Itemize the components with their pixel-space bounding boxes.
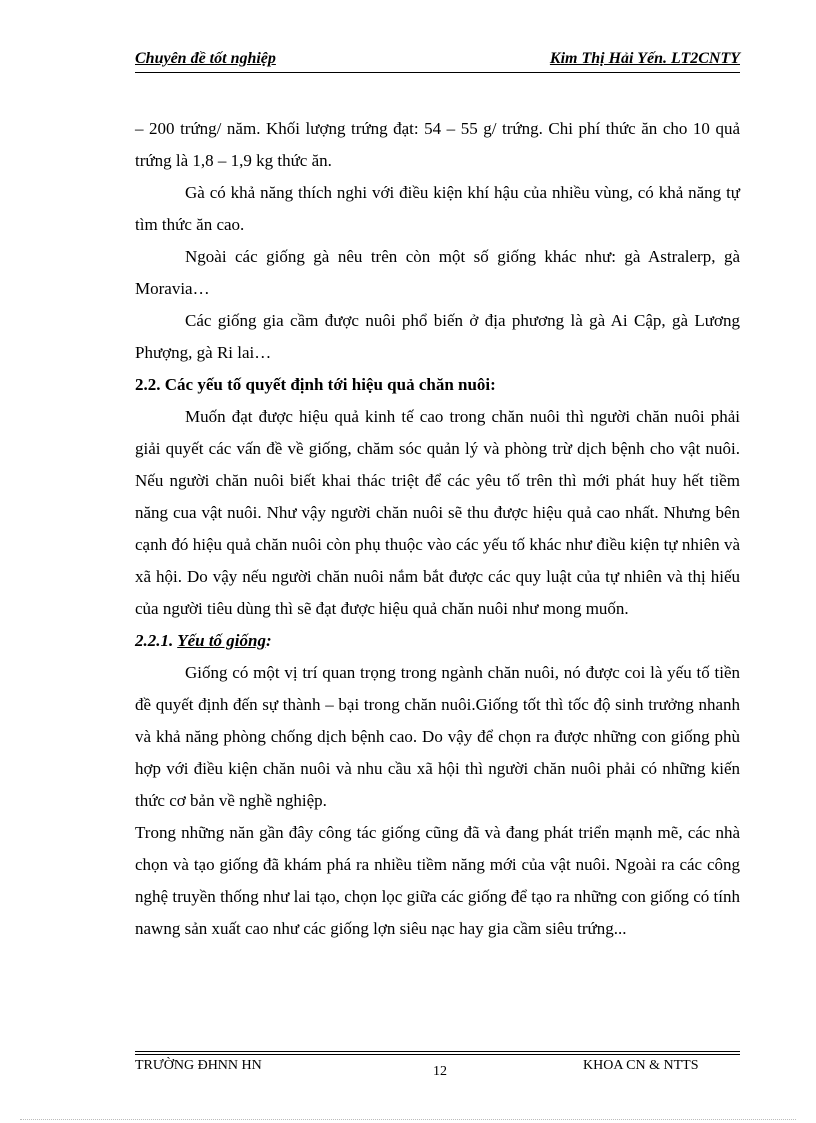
page-number: 12 bbox=[433, 1064, 447, 1079]
paragraph-breed-importance: Giống có một vị trí quan trọng trong ngành chăn nuôi, nó được coi là yếu tố tiền đề quyết định đến sự thành – bại trong chăn nuôi.Giống tốt thì tốc độ sinh trưởng nhanh và khả năng phòng chống dịch bệnh cao. Do vậy để chọn ra được những con giống phù hợp với điều kiện chăn nuôi và nhu cầu xã hội thì người chăn nuôi phải có những kiến thức cơ bản về nghề nghiệp. bbox=[135, 663, 740, 810]
page-edge-dotted-line bbox=[20, 1119, 796, 1120]
paragraph-efficiency-factors: Muốn đạt được hiệu quả kinh tế cao trong chăn nuôi thì người chăn nuôi phải giải quyết các vấn đề về giống, chăm sóc quản lý và phòng trừ dịch bệnh cho vật nuôi. Nếu người chăn nuôi biết khai thác triệt để các yêu tố trên thì mới phát huy hết tiềm năng cua vật nuôi. Như vậy người chăn nuôi sẽ thu được hiệu quả cao nhất. Nhưng bên cạnh đó hiệu quả chăn nuôi còn phụ thuộc vào các yếu tố khác như điều kiện tự nhiên và xã hội. Do vậy nếu người chăn nuôi nắm bắt được các quy luật của tự nhiên và thị hiếu của người tiêu dùng thì sẽ đạt được hiệu quả chăn nuôi như mong muốn. bbox=[135, 407, 740, 618]
header-document-type: Chuyên đề tốt nghiệp bbox=[135, 50, 276, 67]
header-author: Kim Thị Hải Yến. LT2CNTY bbox=[549, 50, 740, 67]
heading-title: Yếu tố giống bbox=[177, 631, 266, 650]
section-heading-2-2: 2.2. Các yếu tố quyết định tới hiệu quả chăn nuôi: bbox=[135, 375, 496, 394]
footer-divider-bottom bbox=[135, 1054, 740, 1055]
header-divider bbox=[135, 72, 740, 73]
footer-university: TRƯỜNG ĐHNN HN bbox=[135, 1058, 262, 1073]
page-header bbox=[135, 50, 740, 72]
footer-faculty: KHOA CN & NTTS bbox=[583, 1058, 699, 1073]
paragraph-egg-production: – 200 trứng/ năm. Khối lượng trứng đạt: 54 – 55 g/ trứng. Chi phí thức ăn cho 10 quả trứng là 1,8 – 1,9 kg thức ăn. bbox=[135, 119, 740, 170]
paragraph-other-breeds: Ngoài các giống gà nêu trên còn một số giống khác như: gà Astralerp, gà Moravia… bbox=[135, 247, 740, 298]
paragraph-breeding-development: Trong những năn gần đây công tác giống cũng đã và đang phát triển mạnh mẽ, các nhà chọn và tạo giống đã khám phá ra nhiều tiềm năng mới của vật nuôi. Ngoài ra các công nghệ truyền thống như lai tạo, chọn lọc giữa các giống để tạo ra những con giống có tính nawng sản xuất cao như các giống lợn siêu nạc hay gia cầm siêu trứng... bbox=[135, 823, 740, 938]
paragraph-local-breeds: Các giống gia cầm được nuôi phổ biến ở địa phương là gà Ai Cập, gà Lương Phượng, gà Ri lai… bbox=[135, 311, 740, 362]
heading-number: 2.2.1. bbox=[135, 631, 178, 650]
page-body bbox=[135, 113, 740, 945]
footer-divider-top bbox=[135, 1051, 740, 1052]
section-heading-2-2-1 bbox=[135, 625, 740, 657]
heading-colon: : bbox=[266, 631, 272, 650]
paragraph-adaptability: Gà có khả năng thích nghi với điều kiện khí hậu của nhiều vùng, có khả năng tự tìm thức ăn cao. bbox=[135, 183, 740, 234]
